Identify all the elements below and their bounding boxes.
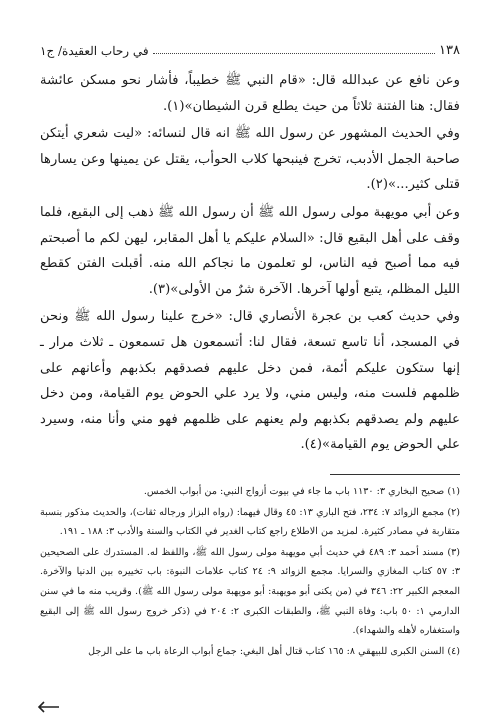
footnote: (٤) السنن الكبرى للبيهقي ٨: ١٦٥ كتاب قتال أهل البغي: جماع أبواب الرعاة باب ما على الرجل	[88, 645, 460, 657]
running-header	[40, 40, 460, 58]
paragraph: وعن نافع عن عبدالله قال: «قام النبي ﷺ خطيباً، فأشار نحو مسكن عائشة فقال: هنا الفتنة ثلاثاً من حيث يطلع قرن الشيطان»(١).	[40, 73, 460, 114]
paragraph: وعن أبي مويهبة مولى رسول الله ﷺ أن رسول الله ﷺ ذهب إلى البقيع، فلما وقف على أهل البقيع قال: «السلام عليكم يا أهل المقابر، ليهن لكم ما أصبحتم فيه مما أصبح فيه الناس، لو تعلمون ما نجاكم الله منه. أقبلت الفتن كقطع الليل المظلم، يتبع أولها آخرها. الآخرة شرٌ من الأولى»(٣).	[40, 204, 460, 297]
continuation-arrow-icon	[36, 700, 60, 714]
footnote: (٣) مسند أحمد ٣: ٤٨٩ في حديث أبي مويهبة مولى رسول الله ﷺ، واللفظ له. المستدرك على الصحيحين ٣: ٥٧ كتاب المغازي والسرايا. مجمع الزوائد ٩: ٢٤ كتاب علامات النبوة: باب تخييره بين الدنيا والآخرة. المعجم الكبير ٢٢: ٣٤٦ في (من يكنى أبو مويهبة: أبو مويهبة مولى رسول الله ﷺ). وقريب منه ما في سنن الدارمي ١: ٥٠ باب: وفاة النبي ﷺ، والطبقات الكبرى ٢: ٢٠٤ في (ذكر خروج رسول الله ﷺ إلى البقيع واستغفاره لأهله والشهداء).	[40, 546, 460, 637]
main-text	[40, 68, 460, 468]
paragraph: وفي حديث كعب بن عجرة الأنصاري قال: «خرج علينا رسول الله ﷺ ونحن في المسجد، أنا تاسع تسعة، فقال لنا: أتسمعون هل تسمعون ـ ثلاث مرار ـ إنها ستكون عليكم أئمة، فمن دخل عليهم فصدقهم بكذبهم وأعانهم على ظلمهم فلست منه، وليس مني، ولا يرد علي الحوض يوم القيامة، ومن دخل عليهم ولم يصدقهم بكذبهم ولم يعنهم على ظلمهم فهو مني وأنا منه، وسيرد علي الحوض يوم القيامة»(٤).	[40, 309, 460, 453]
footnote: (٢) مجمع الزوائد ٧: ٢٣٤، فتح الباري ١٣: ٤٥ وقال فيهما: (رواه البزاز ورجاله ثقات)، والحديث مذكور بنسبة متقاربة في مصادر كثيرة. لمزيد من الاطلاع راجع كتاب الغدير في الكتاب والسنة والأدب ٣: ١٨٨ ـ ١٩١.	[40, 506, 460, 538]
paragraph: وفي الحديث المشهور عن رسول الله ﷺ انه قال لنسائه: «ليت شعري أيتكن صاحبة الجمل الأدبب، تخرج فينبحها كلاب الحوأب، يقتل عن يمينها وعن يسارها قتلى كثير...»(٢).	[40, 126, 460, 193]
footnotes	[40, 482, 460, 702]
running-title: في رحاب العقيدة/ ج١	[40, 44, 149, 58]
header-dot-leader	[153, 53, 435, 54]
page-number: ١٣٨	[439, 43, 460, 58]
footnote-separator	[330, 474, 460, 475]
footnote: (١) صحيح البخاري ٣: ١١٣٠ باب ما جاء في بيوت أزواج النبي: من أبواب الخمس.	[143, 486, 460, 497]
